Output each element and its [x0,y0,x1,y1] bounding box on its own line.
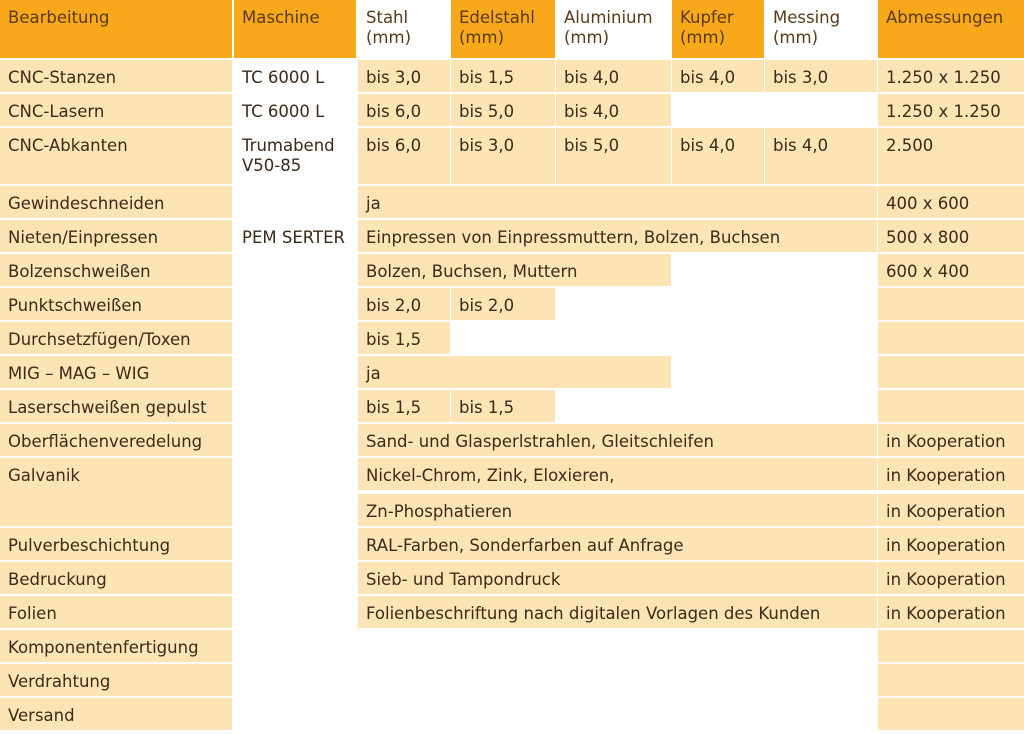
verdrahtung-dims-empty [878,664,1024,696]
komponenten-dims-empty [878,630,1024,662]
stanzen-dims: 1.250 x 1.250 [878,60,1024,92]
row-label-komponenten: Komponentenfertigung [0,630,232,662]
header-aluminium-unit: (mm) [564,28,610,47]
stanzen-stahl: bis 3,0 [358,60,450,92]
stanzen-messing: bis 3,0 [765,60,877,92]
bedruckung-dims: in Kooperation [878,562,1024,594]
header-aluminium [556,0,671,58]
lasern-dims: 1.250 x 1.250 [878,94,1024,126]
pulver-span: RAL-Farben, Sonderfarben auf Anfrage [358,528,877,560]
laser-stahl: bis 1,5 [358,390,450,422]
row-label-folien: Folien [0,596,232,628]
punkt-edelstahl: bis 2,0 [451,288,555,320]
nieten-dims: 500 x 800 [878,220,1024,252]
row-label-ober: Oberflächenveredelung [0,424,232,456]
ober-span: Sand- und Glasperlstrahlen, Gleitschleifen [358,424,877,456]
machine-nieten: PEM SERTER [242,228,345,247]
stanzen-edelstahl: bis 1,5 [451,60,555,92]
galvanik-dims: in Kooperation [878,458,1024,490]
machine-lasern: TC 6000 L [242,102,325,121]
folien-span: Folienbeschriftung nach digitalen Vorlagen des Kunden [358,596,877,628]
machine-stanzen: TC 6000 L [242,68,325,87]
abkanten-edelstahl: bis 3,0 [451,128,555,184]
header-kupfer-unit: (mm) [680,28,726,47]
abkanten-messing: bis 4,0 [765,128,877,184]
header-messing-label: Messing [773,8,841,27]
header-aluminium-label: Aluminium [564,8,653,27]
lasern-stahl: bis 6,0 [358,94,450,126]
header-kupfer-label: Kupfer [680,8,734,27]
lasern-aluminium: bis 4,0 [556,94,671,126]
header-edelstahl-unit: (mm) [459,28,505,47]
gewinde-dims: 400 x 600 [878,186,1024,218]
ober-dims: in Kooperation [878,424,1024,456]
bolzen-span: Bolzen, Buchsen, Muttern [358,254,671,286]
header-stahl-unit: (mm) [366,28,412,47]
header-maschine: Maschine [234,0,356,58]
machine-abkanten [234,128,356,184]
stanzen-aluminium: bis 4,0 [556,60,671,92]
row-label-stanzen: CNC-Stanzen [0,60,232,92]
lasern-edelstahl: bis 5,0 [451,94,555,126]
galvanik2-dims: in Kooperation [878,494,1024,526]
header-messing [765,0,877,58]
galvanik-span: Nickel-Chrom, Zink, Eloxieren, [358,458,877,490]
row-label-versand: Versand [0,698,232,730]
header-messing-unit: (mm) [773,28,819,47]
row-label-toxen: Durchsetzfügen/Toxen [0,322,232,354]
bolzen-dims: 600 x 400 [878,254,1024,286]
abkanten-kupfer: bis 4,0 [672,128,764,184]
row-label-punkt: Punktschweißen [0,288,232,320]
row-label-bolzen: Bolzenschweißen [0,254,232,286]
row-label-gewinde: Gewindeschneiden [0,186,232,218]
machine-abkanten-line2: V50-85 [242,156,302,175]
row-label-mig: MIG – MAG – WIG [0,356,232,388]
row-label-pulver: Pulverbeschichtung [0,528,232,560]
bedruckung-span: Sieb- und Tampondruck [358,562,877,594]
row-label-abkanten: CNC-Abkanten [0,128,232,184]
galvanik2-span: Zn-Phosphatieren [358,494,877,526]
abkanten-stahl: bis 6,0 [358,128,450,184]
mig-dims-empty [878,356,1024,388]
header-edelstahl [451,0,555,58]
header-stahl [358,0,450,58]
abkanten-dims: 2.500 [878,128,1024,184]
versand-dims-empty [878,698,1024,730]
header-abmessungen: Abmessungen [878,0,1024,58]
punkt-dims-empty [878,288,1024,320]
stanzen-kupfer: bis 4,0 [672,60,764,92]
nieten-span: Einpressen von Einpressmuttern, Bolzen, Buchsen [358,220,877,252]
header-stahl-label: Stahl [366,8,409,27]
row-label-verdrahtung: Verdrahtung [0,664,232,696]
row-label-nieten: Nieten/Einpressen [0,220,232,252]
pulver-dims: in Kooperation [878,528,1024,560]
toxen-dims-empty [878,322,1024,354]
abkanten-aluminium: bis 5,0 [556,128,671,184]
row-label-galvanik: Galvanik [0,458,232,526]
laser-edelstahl: bis 1,5 [451,390,555,422]
row-label-laser: Laserschweißen gepulst [0,390,232,422]
toxen-stahl: bis 1,5 [358,322,450,354]
header-bearbeitung: Bearbeitung [0,0,232,58]
folien-dims: in Kooperation [878,596,1024,628]
header-edelstahl-label: Edelstahl [459,8,535,27]
mig-span: ja [358,356,671,388]
gewinde-span: ja [358,186,877,218]
row-label-bedruckung: Bedruckung [0,562,232,594]
row-label-lasern: CNC-Lasern [0,94,232,126]
header-kupfer [672,0,764,58]
punkt-stahl: bis 2,0 [358,288,450,320]
laser-dims-empty [878,390,1024,422]
machine-abkanten-line1: Trumabend [242,136,335,155]
